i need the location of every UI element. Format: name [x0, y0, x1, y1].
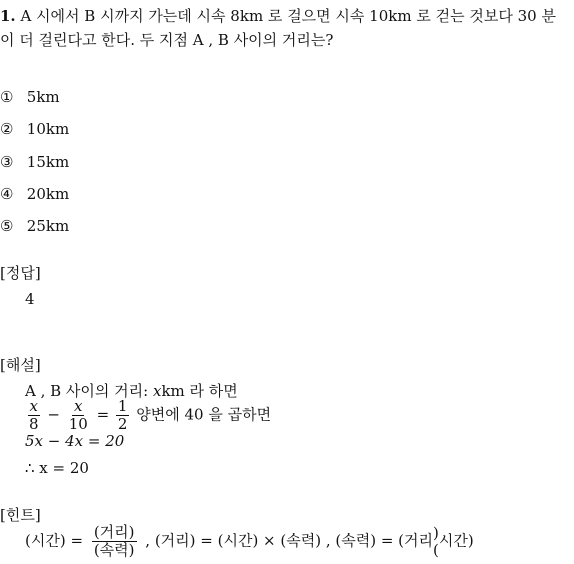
equals-sign: = — [96, 405, 110, 424]
answer-value: 4 — [25, 290, 35, 308]
explanation-line-1-var: x — [152, 382, 162, 400]
fraction-1-denominator: 8 — [29, 415, 39, 433]
choice-5-label: 25km — [26, 217, 70, 235]
choice-3-label: 15km — [26, 153, 70, 171]
fraction-3-numerator: 1 — [117, 397, 128, 415]
fraction-x-over-10 — [67, 398, 90, 433]
hint-part-3: ) — [433, 523, 439, 542]
choice-1[interactable] — [0, 87, 60, 107]
choice-2[interactable] — [0, 119, 69, 139]
question-text — [0, 4, 570, 52]
explanation-line-2-suffix: 양변에 40 을 곱하면 — [136, 405, 272, 424]
choice-4-label: 20km — [26, 185, 70, 203]
choice-2-label: 10km — [26, 120, 70, 138]
question-number: 1. — [0, 7, 16, 25]
hint-heading: [힌트] — [0, 506, 41, 524]
hint-part-5: ( — [433, 540, 439, 559]
fraction-x-over-8 — [27, 398, 41, 433]
fraction-1-numerator: x — [29, 397, 38, 415]
explanation-line-4: ∴ x = 20 — [25, 459, 89, 477]
choice-4-number: ④ — [0, 185, 14, 203]
fraction-2-numerator: x — [74, 397, 83, 415]
explanation-line-1-suffix: km 라 하면 — [161, 382, 238, 400]
explanation-line-3: 5x − 4x = 20 — [25, 432, 125, 450]
hint-part-2: , (거리) = (시간) × (속력) , (속력) = (거리 — [145, 531, 434, 550]
explanation-heading: [해설] — [0, 356, 41, 374]
fraction-2-denominator: 10 — [68, 415, 88, 433]
minus-sign: − — [47, 405, 60, 424]
choice-5-number: ⑤ — [0, 217, 14, 235]
hint-fraction — [92, 524, 137, 559]
hint-part-4: 시간) — [438, 531, 474, 550]
fraction-3-denominator: 2 — [117, 415, 128, 433]
hint-lhs: (시간) = — [25, 531, 84, 550]
hint-fraction-denominator: (속력) — [93, 541, 135, 559]
hint-fraction-numerator: (거리) — [93, 523, 135, 541]
choice-1-label: 5km — [26, 88, 60, 106]
hint-line — [25, 524, 474, 559]
explanation-line-1-prefix: A , B 사이의 거리: — [25, 382, 153, 400]
explanation-equation — [25, 398, 271, 433]
choice-4[interactable] — [0, 184, 69, 204]
choice-5[interactable] — [0, 216, 69, 236]
choice-2-number: ② — [0, 120, 14, 138]
answer-heading: [정답] — [0, 264, 41, 282]
choice-3-number: ③ — [0, 153, 14, 171]
choice-3[interactable] — [0, 152, 69, 172]
choice-1-number: ① — [0, 88, 14, 106]
question-body: A 시에서 B 시까지 가는데 시속 8km 로 걸으면 시속 10km 로 걷는 것보다 30 분이 더 걸린다고 한다. 두 지점 A , B 사이의 거리는? — [0, 7, 556, 49]
fraction-1-over-2 — [116, 398, 130, 433]
